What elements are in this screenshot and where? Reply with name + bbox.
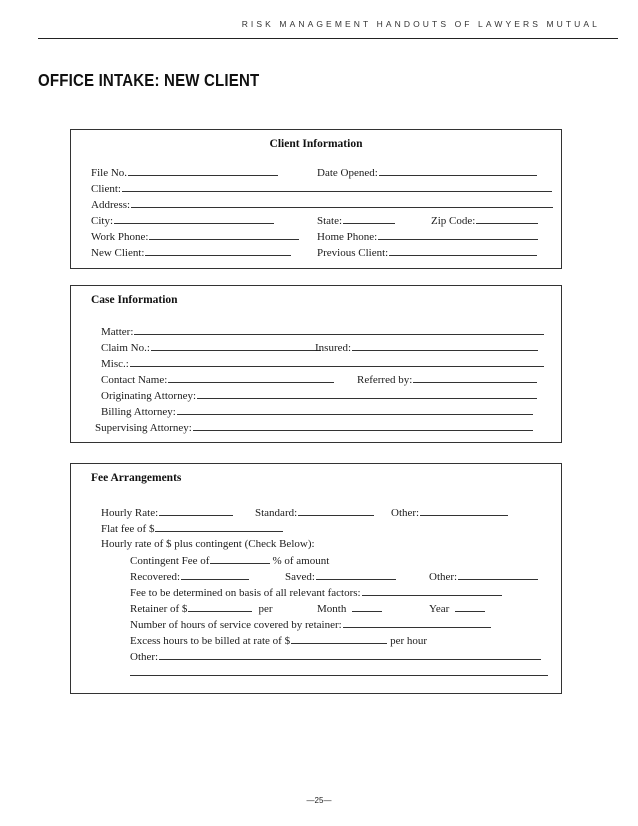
originating-attorney-label: Originating Attorney: [101,390,197,402]
referred-by-field[interactable] [413,372,537,383]
hourly-rate-field[interactable] [159,505,233,516]
per-label: per [258,603,273,615]
contact-name-field[interactable] [168,372,334,383]
hours-covered-label: Number of hours of service covered by retainer: [130,619,342,631]
saved-label: Saved: [285,571,315,583]
year-field[interactable] [455,601,485,612]
month-label: Month [317,603,347,615]
other3-row [130,649,541,664]
flat-fee-field[interactable] [155,521,283,532]
work-phone-label: Work Phone: [91,231,149,243]
retainer-row [130,601,272,616]
city-field[interactable] [114,213,274,224]
other2-row [429,569,538,584]
hourly-rate-label: Hourly Rate: [101,507,159,519]
supervising-attorney-field[interactable] [193,420,533,431]
city-label: City: [91,215,114,227]
matter-field[interactable] [134,324,544,335]
standard-label: Standard: [255,507,298,519]
new-client-label: New Client: [91,247,145,259]
year-label: Year [429,603,450,615]
hourly-rate-row [101,505,233,520]
recovered-field[interactable] [181,569,249,580]
address-field[interactable] [131,197,553,208]
state-label: State: [317,215,343,227]
saved-row [285,569,396,584]
originating-attorney-field[interactable] [197,388,537,399]
billing-attorney-label: Billing Attorney: [101,406,176,418]
excess-hours-row [130,633,427,648]
hours-covered-field[interactable] [343,617,491,628]
other-row [391,505,508,520]
case-information-box [70,285,562,443]
date-opened-row [317,165,537,180]
page-title: OFFICE INTAKE: NEW CLIENT [38,70,260,90]
contingent-fee-label: Contingent Fee of [130,555,210,567]
flat-fee-row [101,521,283,536]
home-phone-label: Home Phone: [317,231,378,243]
flat-fee-label: Flat fee of $ [101,523,155,535]
state-field[interactable] [343,213,395,224]
date-opened-label: Date Opened: [317,167,378,179]
misc-field[interactable] [130,356,544,367]
fee-arrangements-title: Fee Arrangements [91,472,182,484]
client-row [91,181,552,196]
new-client-row [91,245,291,260]
other-field[interactable] [420,505,508,516]
work-phone-field[interactable] [149,229,299,240]
recovered-row [130,569,249,584]
running-header: RISK MANAGEMENT HANDOUTS OF LAWYERS MUTUAL [241,19,600,29]
supervising-attorney-label: Supervising Attorney: [95,422,192,434]
other2-label: Other: [429,571,458,583]
hours-covered-row [130,617,491,632]
client-information-box [70,129,562,269]
per-hour-label: per hour [390,635,428,647]
contingent-fee-field[interactable] [210,553,270,564]
retainer-label: Retainer of $ [130,603,188,615]
hourly-plus-contingent-label: Hourly rate of $ plus contingent (Check Below): [101,538,315,550]
file-no-row [91,165,278,180]
address-row [91,197,553,212]
home-phone-row [317,229,538,244]
month-field[interactable] [352,601,382,612]
billing-attorney-field[interactable] [177,404,533,415]
month-row [317,601,382,616]
zip-row [431,213,538,228]
home-phone-field[interactable] [378,229,538,240]
matter-row [101,324,544,339]
contact-name-row [101,372,334,387]
originating-attorney-row [101,388,537,403]
header-rule [38,38,618,39]
file-no-field[interactable] [128,165,278,176]
previous-client-label: Previous Client: [317,247,389,259]
other3-field[interactable] [159,649,541,660]
other3-continuation-field[interactable] [130,665,548,676]
claim-no-field[interactable] [151,340,321,351]
address-label: Address: [91,199,131,211]
page-number: —25— [306,796,332,805]
claim-no-label: Claim No.: [101,342,150,354]
retainer-field[interactable] [188,601,252,612]
client-label: Client: [91,183,121,195]
misc-label: Misc.: [101,358,129,370]
supervising-attorney-row [95,420,533,435]
fee-determined-field[interactable] [362,585,502,596]
billing-attorney-row [101,404,533,419]
zip-field[interactable] [476,213,538,224]
recovered-label: Recovered: [130,571,181,583]
referred-by-row [357,372,537,387]
client-information-title: Client Information [269,138,363,150]
percent-of-amount-label: % of amount [272,555,330,567]
case-information-title: Case Information [91,294,178,306]
date-opened-field[interactable] [379,165,537,176]
matter-label: Matter: [101,326,134,338]
standard-row [255,505,374,520]
excess-hours-field[interactable] [291,633,387,644]
year-row [429,601,485,616]
other3-label: Other: [130,651,159,663]
insured-field[interactable] [352,340,538,351]
claim-no-row [101,340,321,355]
file-no-label: File No. [91,167,128,179]
contact-name-label: Contact Name: [101,374,168,386]
other3-continuation-row [130,665,548,676]
previous-client-field[interactable] [389,245,537,256]
other-label: Other: [391,507,420,519]
contingent-fee-row [130,553,329,568]
fee-arrangements-box [70,463,562,694]
city-row [91,213,274,228]
state-row [317,213,395,228]
excess-hours-label: Excess hours to be billed at rate of $ [130,635,291,647]
work-phone-row [91,229,299,244]
insured-row [315,340,538,355]
zip-label: Zip Code: [431,215,476,227]
referred-by-label: Referred by: [357,374,413,386]
insured-label: Insured: [315,342,352,354]
saved-field[interactable] [316,569,396,580]
client-field[interactable] [122,181,552,192]
fee-determined-row [130,585,502,600]
new-client-field[interactable] [145,245,291,256]
hourly-plus-contingent-row [101,537,315,551]
previous-client-row [317,245,537,260]
standard-field[interactable] [298,505,374,516]
misc-row [101,356,544,371]
other2-field[interactable] [458,569,538,580]
fee-determined-label: Fee to be determined on basis of all relevant factors: [130,587,361,599]
